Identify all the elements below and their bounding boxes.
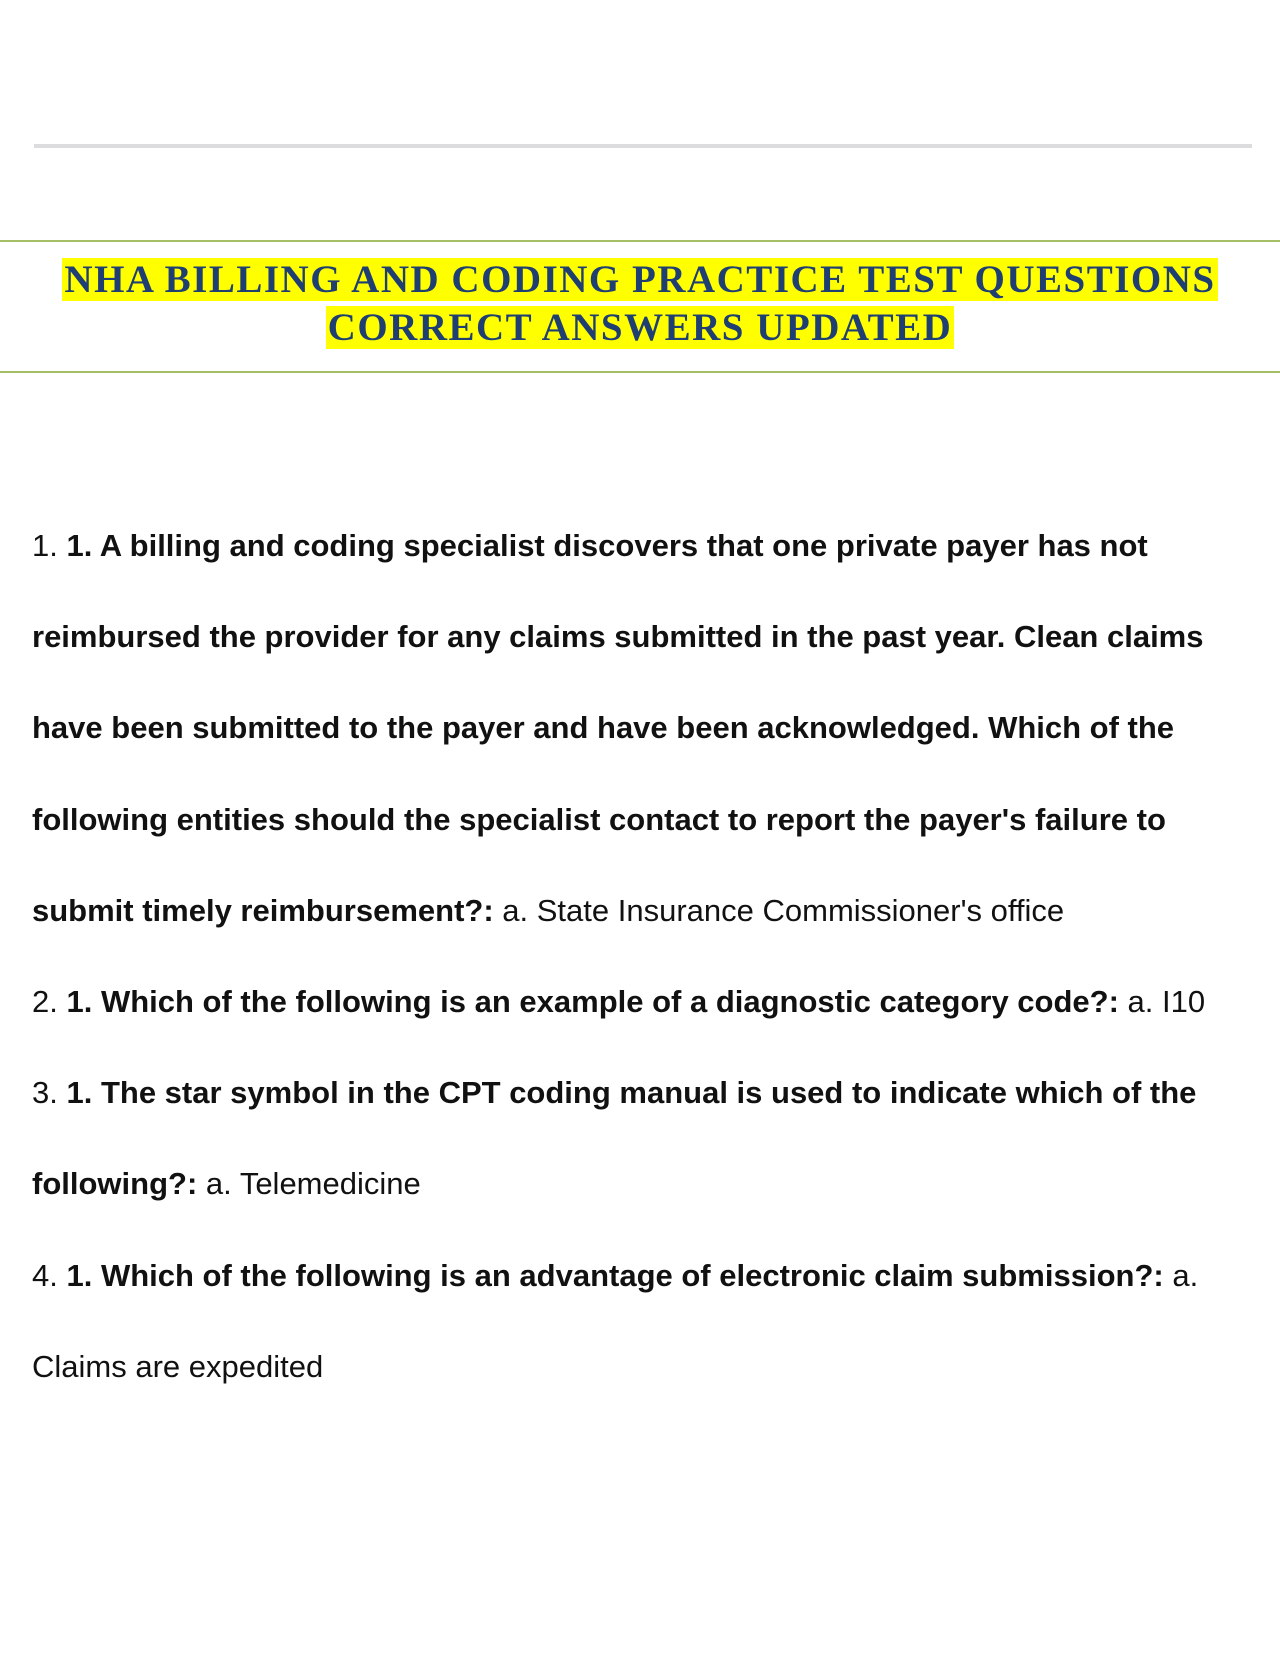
header-divider bbox=[34, 144, 1252, 148]
question-number: 4. bbox=[32, 1257, 58, 1293]
title-top-rule bbox=[0, 240, 1280, 242]
question-number: 3. bbox=[32, 1075, 58, 1111]
question-text: 1. A billing and coding specialist discovers that one private payer has not reimbursed the provider for any claims submitted in the past year. Clean claims have been submitted to the payer and have been acknowledged. Which of the following entities should the specialist contact to report the payer's failure to submit timely reimbursement?: bbox=[32, 528, 1204, 928]
question-text: 1. The star symbol in the CPT coding manual is used to indicate which of the following?: bbox=[32, 1075, 1197, 1202]
document-title bbox=[0, 256, 1280, 352]
answer-text: a. Telemedicine bbox=[205, 1166, 421, 1202]
title-line-1: NHA BILLING AND CODING PRACTICE TEST QUESTIONS bbox=[64, 258, 1216, 301]
question-text: 1. Which of the following is an example of a diagnostic category code?: bbox=[66, 984, 1119, 1020]
question-item bbox=[32, 1047, 1257, 1229]
question-text: 1. Which of the following is an advantage of electronic claim submission?: bbox=[66, 1257, 1164, 1293]
answer-text: a. I10 bbox=[1127, 984, 1206, 1020]
question-item bbox=[32, 1230, 1257, 1412]
title-bottom-rule bbox=[0, 371, 1280, 373]
question-number: 1. bbox=[32, 528, 58, 563]
question-number: 2. bbox=[32, 984, 58, 1020]
question-list bbox=[32, 500, 1257, 1412]
title-line-2: CORRECT ANSWERS UPDATED bbox=[327, 306, 953, 349]
answer-text: a. State Insurance Commissioner's office bbox=[502, 892, 1065, 928]
question-item bbox=[32, 956, 1257, 1047]
answer-text: a. Claims are expedited bbox=[32, 1257, 1199, 1384]
question-item bbox=[32, 500, 1257, 956]
